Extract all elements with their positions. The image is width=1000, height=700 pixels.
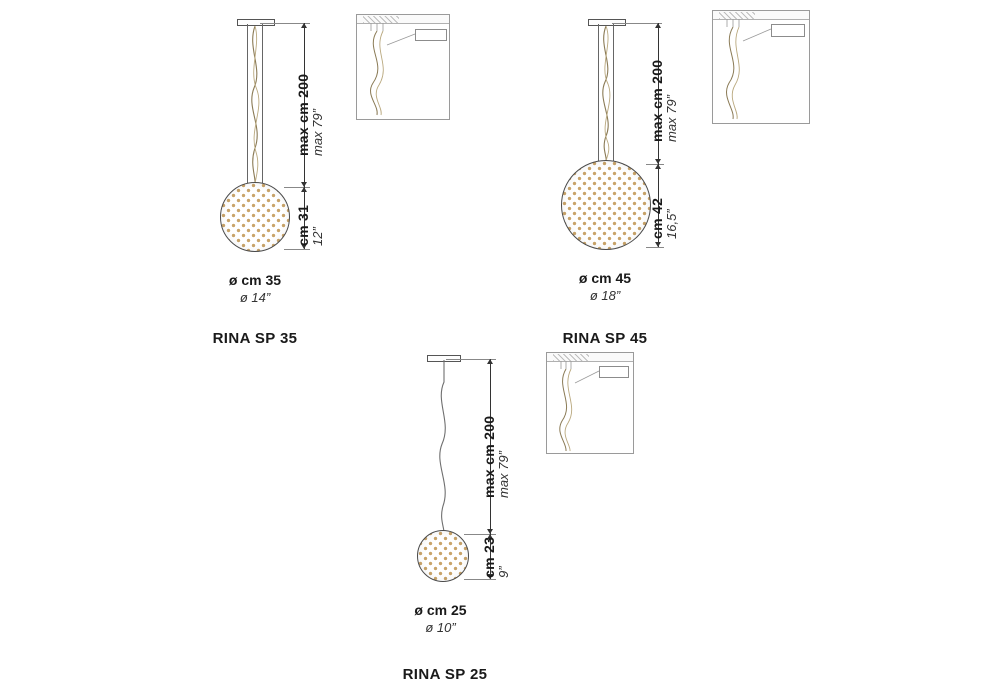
model-caption: RINA SP 35 <box>212 330 298 347</box>
installation-inset-45 <box>712 10 810 124</box>
arrow-suspension-top <box>487 359 493 364</box>
installation-inset-35 <box>356 14 450 120</box>
arrow-globe-bottom <box>655 242 661 247</box>
arrow-suspension-top <box>655 23 661 28</box>
glass-globe-diffuser <box>561 160 651 250</box>
label-diameter: ø cm 25 ø 10” <box>414 602 467 635</box>
glass-globe-diffuser <box>220 182 290 252</box>
installation-inset-25 <box>546 352 634 454</box>
leader-bottom <box>464 579 496 580</box>
glass-globe-diffuser <box>417 530 469 582</box>
arrow-globe-top <box>301 187 307 192</box>
leader-bottom <box>284 249 310 250</box>
label-globe-height: cm 31 12” <box>295 204 325 246</box>
model-caption: RINA SP 45 <box>562 330 648 347</box>
label-diameter: ø cm 35 ø 14” <box>228 272 282 305</box>
label-globe-height: cm 23 9” <box>481 536 511 578</box>
leader-bottom <box>646 247 664 248</box>
label-suspension-height: max cm 200 max 79” <box>481 415 511 498</box>
label-suspension-height: max cm 200 max 79” <box>295 73 325 156</box>
suspension-cord <box>434 360 454 535</box>
arrow-suspension-top <box>301 23 307 28</box>
label-suspension-height: max cm 200 max 79” <box>649 59 679 142</box>
label-globe-height: cm 42 16,5” <box>649 197 679 239</box>
suspension-cord <box>596 26 616 164</box>
suspension-cord <box>245 26 265 188</box>
arrow-globe-top <box>655 164 661 169</box>
model-caption: RINA SP 25 <box>402 666 488 683</box>
label-diameter: ø cm 45 ø 18” <box>578 270 632 303</box>
